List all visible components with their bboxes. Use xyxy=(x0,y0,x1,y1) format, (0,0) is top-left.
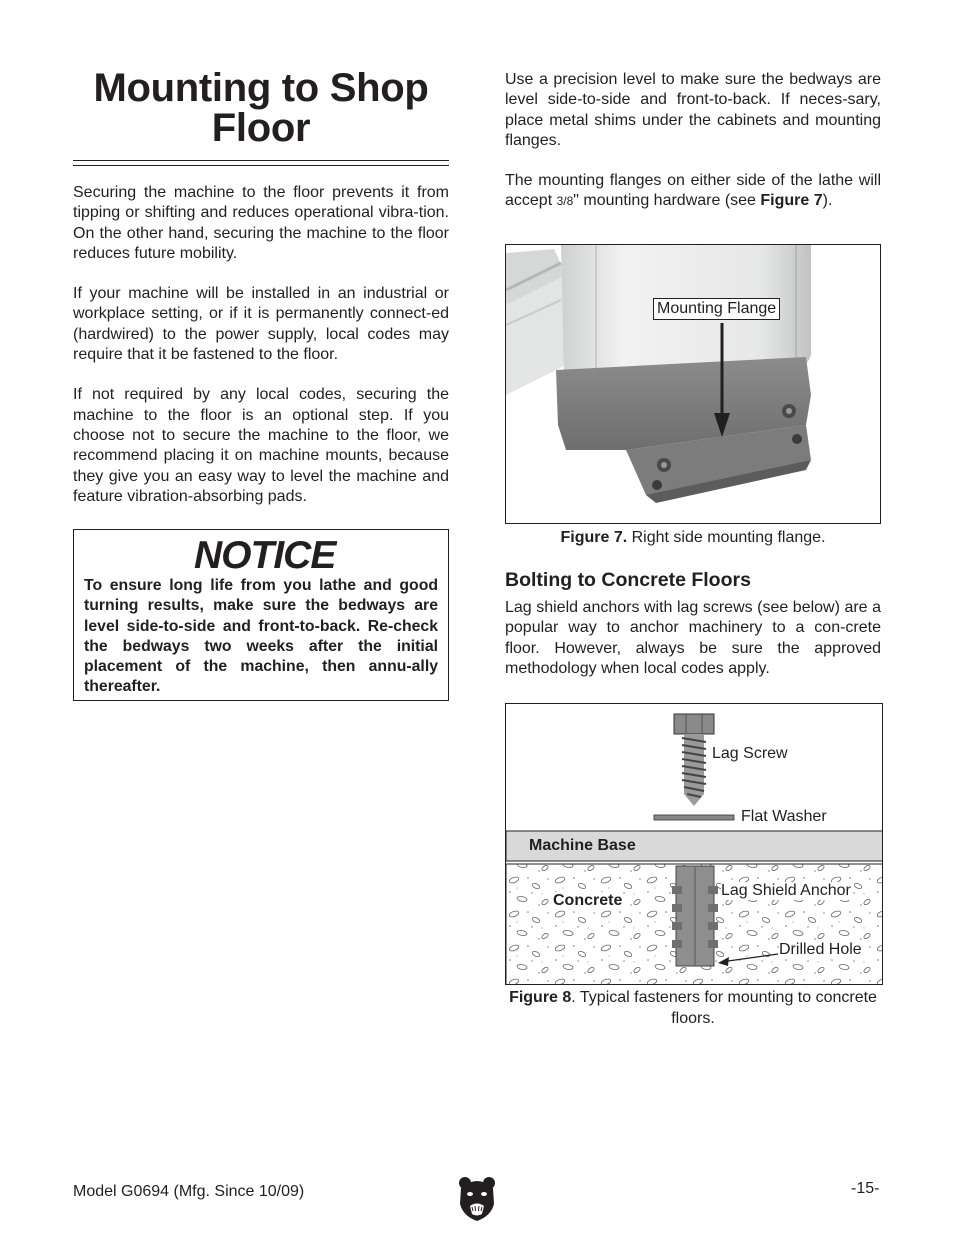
mounting-flange-callout: Mounting Flange xyxy=(653,298,780,320)
lag-shield-anchor-shape xyxy=(672,866,718,966)
left-column xyxy=(73,68,449,507)
right-column xyxy=(505,70,881,212)
hardware-fraction: 3/8 xyxy=(556,194,574,209)
figure8-caption xyxy=(505,987,881,1029)
label-flat-washer: Flat Washer xyxy=(741,808,827,825)
label-lag-shield-anchor: Lag Shield Anchor xyxy=(721,882,851,899)
mounting-flange-illustration xyxy=(506,245,881,524)
hardware-text-c: ). xyxy=(822,192,833,210)
notice-heading: NOTICE xyxy=(194,534,336,577)
figure7-caption xyxy=(505,527,881,548)
notice-box xyxy=(73,529,449,701)
page-title-text: Mounting to Shop Floor xyxy=(93,66,429,150)
paragraph-optional-step: If not required by any local codes, securing the machine to the floor is an optional step. If you choose not to secure the machine to the floor, we recommend placing it on machine mounts, because they give you an easy way to level the machine and feature vibration-absorbing pads. xyxy=(73,386,449,505)
paragraph-floor-securing: Securing the machine to the floor prevents it from tipping or shifting and reduces operational vibra-tion. On the other hand, securing the machine to the floor reduces future mobility. xyxy=(73,184,449,262)
label-concrete: Concrete xyxy=(553,892,623,909)
label-machine-base: Machine Base xyxy=(529,837,636,854)
grizzly-bear-logo-icon xyxy=(458,1176,496,1222)
notice-text: To ensure long life from you lathe and good turning results, make sure the bedways are level side-to-side and front-to-back. Re-check the bedways two weeks after the initial placement of the machine, then annu-ally thereafter. xyxy=(84,577,438,696)
label-lag-screw: Lag Screw xyxy=(712,745,788,762)
paragraph-mounting-hardware xyxy=(505,171,881,212)
hardware-text-a: The mounting flanges on either side of the lathe will accept xyxy=(505,172,881,210)
paragraph-local-codes: If your machine will be installed in an industrial or workplace setting, or if it is permanently connect-ed (hardwired) to the power supply, local codes may require that it be fastened to the floor. xyxy=(73,285,449,364)
figure7-caption-text: Right side mounting flange. xyxy=(627,529,826,546)
figure7-photo xyxy=(505,244,881,524)
paragraph-lag-shield: Lag shield anchors with lag screws (see below) are a popular way to anchor machinery to a con-crete floor. However, always be sure the approved methodology when local codes apply. xyxy=(505,599,881,677)
figure7-reference: Figure 7 xyxy=(760,192,823,210)
label-drilled-hole: Drilled Hole xyxy=(779,941,862,958)
paragraph-precision-level: Use a precision level to make sure the bedways are level side-to-side and front-to-back. If neces-sary, place metal shims under the cabinets and mounting flanges. xyxy=(505,71,881,149)
hardware-text-b: " mounting hardware (see xyxy=(573,192,761,210)
title-rule xyxy=(73,160,449,161)
footer-page-number: -15- xyxy=(851,1180,880,1197)
page-title xyxy=(73,68,449,148)
footer-model: Model G0694 (Mfg. Since 10/09) xyxy=(73,1183,305,1200)
figure7-caption-label: Figure 7. xyxy=(560,529,628,546)
figure8-diagram xyxy=(505,703,883,985)
figure8-caption-text: . Typical fasteners for mounting to concrete floors. xyxy=(571,989,877,1027)
lag-screw-threads xyxy=(682,734,706,806)
section-heading: Bolting to Concrete Floors xyxy=(505,569,751,591)
figure8-caption-label: Figure 8 xyxy=(509,989,572,1006)
